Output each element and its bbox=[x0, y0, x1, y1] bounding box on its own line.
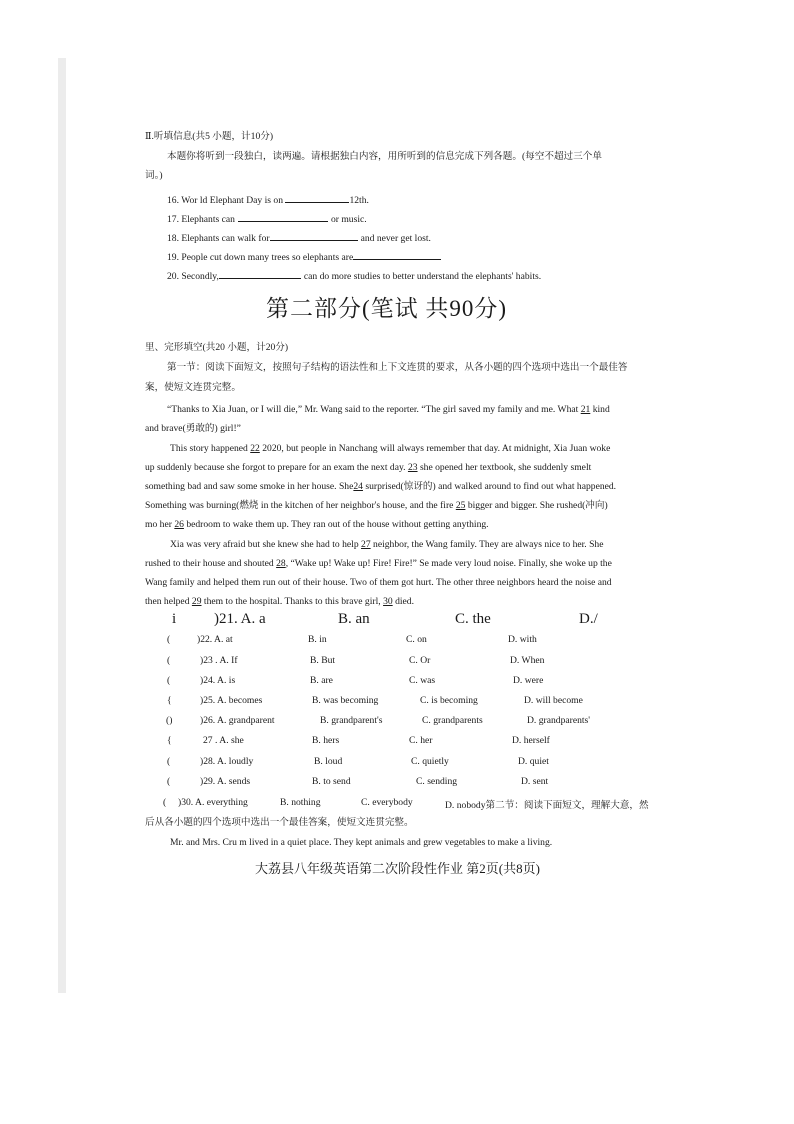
option-c: C. quietly bbox=[411, 756, 449, 767]
answer-paren[interactable]: i bbox=[172, 611, 177, 627]
option-d: D. herself bbox=[512, 735, 550, 746]
passage2-line: Mr. and Mrs. Cru m lived in a quiet place. They kept animals and grew vegetables to make a living. bbox=[170, 837, 553, 848]
section2-title: Ⅱ.听填信息(共5 小题，计10分) bbox=[145, 131, 274, 142]
option-b: B. was becoming bbox=[312, 695, 379, 706]
section2-instruction: 本题你将听到一段独白，读两遍。请根据独白内容，用所听到的信息完成下列各题。(每空不超过三个单 bbox=[167, 151, 602, 162]
option-b: B. nothing bbox=[280, 797, 321, 808]
option-a: )25. A. becomes bbox=[200, 695, 263, 706]
answer-paren[interactable]: ( bbox=[167, 634, 171, 645]
option-b: B. to send bbox=[312, 776, 351, 787]
section3-instruction-cont: 案，使短文连贯完整。 bbox=[145, 382, 241, 393]
option-d: D. will become bbox=[524, 695, 583, 706]
blank-28: 28 bbox=[276, 558, 286, 569]
option-d: D. sent bbox=[521, 776, 549, 787]
blank-25: 25 bbox=[455, 500, 466, 511]
answer-paren[interactable]: ( bbox=[167, 756, 171, 767]
passage-line: rushed to their house and shouted 28, “Wake up! Wake up! Fire! Fire!” Se made very loud noise. Finally, she woke up the bbox=[145, 558, 612, 569]
option-b: B. loud bbox=[314, 756, 343, 767]
section2-instruction-cont: 词。) bbox=[145, 170, 163, 181]
section3-title: 里、完形填空(共20 小题，计20分) bbox=[145, 342, 289, 353]
answer-paren[interactable]: { bbox=[167, 735, 172, 746]
option-b: B. hers bbox=[312, 735, 340, 746]
blank-30: 30 bbox=[383, 596, 393, 607]
passage-line: up suddenly because she forgot to prepare for an exam the next day. 23 she opened her textbook, she suddenly smelt bbox=[145, 462, 592, 473]
option-c: C. the bbox=[455, 611, 491, 627]
passage-line: Something was burning(燃烧 in the kitchen of her neighbor's house, and the fire 25 bigger and bigger. She rushed(冲向) bbox=[145, 500, 608, 511]
option-a: )21. A. a bbox=[214, 611, 266, 627]
page-footer: 大荔县八年级英语第二次阶段性作业 第2页(共8页) bbox=[255, 861, 540, 876]
answer-paren[interactable]: ( bbox=[167, 655, 171, 666]
option-b: B. But bbox=[310, 655, 336, 666]
option-a: )28. A. loudly bbox=[200, 756, 254, 767]
option-b: B. grandparent's bbox=[320, 715, 383, 726]
blank-26: 26 bbox=[174, 519, 184, 530]
option-d: D. grandparents' bbox=[527, 715, 591, 726]
option-d: D./ bbox=[579, 611, 598, 627]
passage-line: This story happened 22 2020, but people in Nanchang will always remember that day. At midnight, Xia Juan woke bbox=[170, 443, 611, 454]
part2-heading: 第二部分(笔试 共90分) bbox=[266, 296, 508, 321]
answer-paren[interactable]: () bbox=[166, 715, 173, 726]
option-d: D. quiet bbox=[518, 756, 549, 767]
blank-21: 21 bbox=[580, 404, 591, 415]
section3-part2-instruction: 后从各小题的四个选项中选出一个最佳答案，使短文连贯完整。 bbox=[145, 817, 414, 828]
option-c: C. grandparents bbox=[422, 715, 483, 726]
option-a: 27 . A. she bbox=[203, 735, 244, 746]
option-a: )30. A. everything bbox=[178, 797, 248, 808]
option-d: D. nobody第二节：阅读下面短文，理解大意，然 bbox=[445, 800, 649, 811]
option-a: )23 . A. If bbox=[200, 655, 238, 666]
question-16: 16. Wor ld Elephant Day is on 12th. bbox=[167, 195, 369, 206]
passage-line: then helped 29 them to the hospital. Thanks to this brave girl, 30 died. bbox=[145, 596, 414, 607]
passage-line: “Thanks to Xia Juan, or I will die,” Mr. Wang said to the reporter. “The girl saved my family and me. What 21 kind bbox=[167, 404, 610, 415]
section3-instruction: 第一节：阅读下面短文，按照句子结构的语法性和上下文连贯的要求，从各小题的四个选项中选出一个最佳答 bbox=[167, 362, 628, 373]
answer-paren[interactable]: ( bbox=[163, 797, 167, 808]
blank-23: 23 bbox=[407, 462, 418, 473]
option-d: D. were bbox=[513, 675, 544, 686]
blank-22: 22 bbox=[250, 443, 260, 454]
option-b: B. an bbox=[338, 611, 370, 627]
blank-27: 27 bbox=[361, 539, 371, 550]
answer-paren[interactable]: { bbox=[167, 695, 172, 706]
passage-line: Xia was very afraid but she knew she had to help 27 neighbor, the Wang family. They are always nice to her. She bbox=[170, 539, 604, 550]
option-d: D. with bbox=[508, 634, 537, 645]
option-a: )22. A. at bbox=[197, 634, 233, 645]
blank-24: 24 bbox=[353, 481, 363, 492]
answer-blank-16[interactable] bbox=[285, 193, 349, 203]
answer-blank-17[interactable] bbox=[238, 212, 328, 222]
passage-line: something bad and saw some smoke in her house. She24 surprised(惊讶的) and walked around to find out what happened. bbox=[145, 481, 617, 492]
passage-line: and brave(勇敢的) girl!” bbox=[145, 423, 241, 434]
question-18: 18. Elephants can walk for and never get lost. bbox=[167, 233, 431, 244]
passage-line: mo her 26 bedroom to wake them up. They ran out of the house without getting anything. bbox=[145, 519, 489, 530]
passage-line: Wang family and helped them run out of their house. Two of them got hurt. The other three neighbors heard the noise and bbox=[145, 577, 612, 588]
option-a: )24. A. is bbox=[200, 675, 236, 686]
question-17: 17. Elephants can or music. bbox=[167, 214, 367, 225]
option-c: C. sending bbox=[416, 776, 458, 787]
blank-29: 29 bbox=[191, 596, 202, 607]
option-c: C. everybody bbox=[361, 797, 413, 808]
option-c: C. was bbox=[409, 675, 436, 686]
answer-blank-18[interactable] bbox=[270, 231, 358, 241]
option-c: C. on bbox=[406, 634, 427, 645]
answer-paren[interactable]: ( bbox=[167, 776, 171, 787]
option-a: )29. A. sends bbox=[200, 776, 251, 787]
option-c: C. is becoming bbox=[420, 695, 478, 706]
option-d: D. When bbox=[510, 655, 545, 666]
question-19: 19. People cut down many trees so elephants are bbox=[167, 250, 441, 264]
answer-blank-19[interactable] bbox=[353, 250, 441, 260]
option-b: B. in bbox=[308, 634, 327, 645]
option-c: C. Or bbox=[409, 655, 431, 666]
answer-paren[interactable]: ( bbox=[167, 675, 171, 686]
option-c: C. her bbox=[409, 735, 433, 746]
answer-blank-20[interactable] bbox=[219, 269, 301, 279]
option-b: B. are bbox=[310, 675, 333, 686]
option-a: )26. A. grandparent bbox=[200, 715, 275, 726]
question-20: 20. Secondly, can do more studies to better understand the elephants' habits. bbox=[167, 271, 542, 282]
